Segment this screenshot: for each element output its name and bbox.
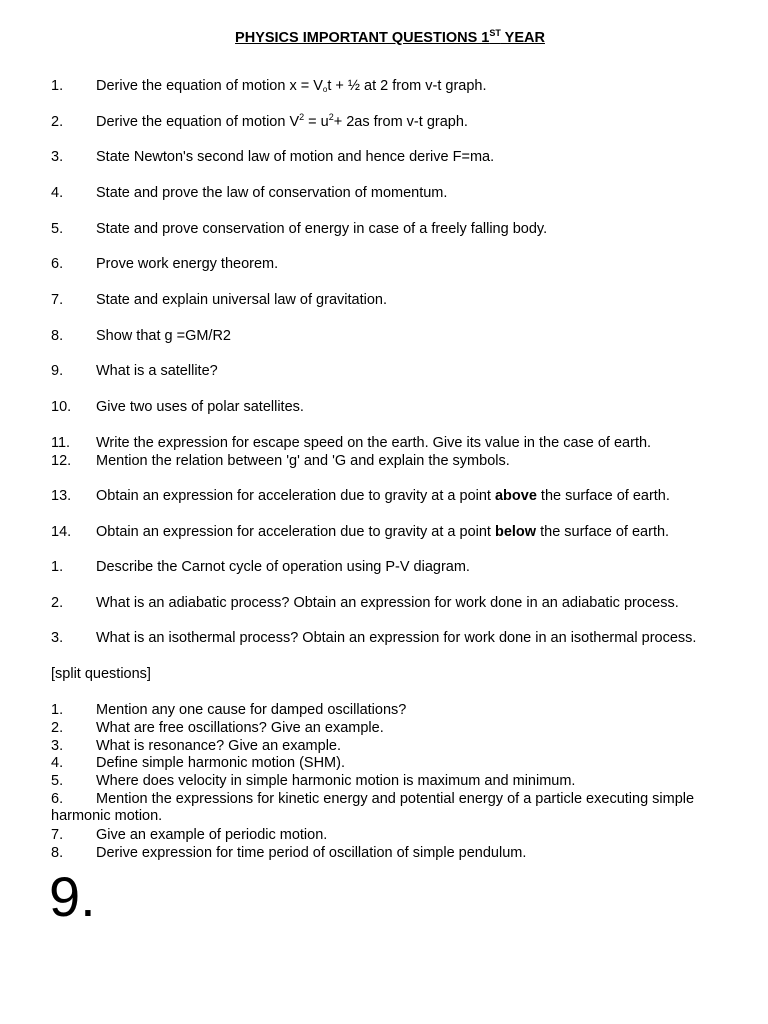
title-suffix: YEAR [500,30,545,46]
question-number: 8. [51,845,64,861]
question-number: 6. [51,256,64,272]
question-number: 12. [51,453,72,469]
question-text: Derive the equation of motion $x = V_ot$ + ½ at 2 from v-t graph. [96,78,487,94]
question-number: 5. [51,221,64,237]
question-text: Derive the equation of motion $V^2 = u^2+ 2as$ from v-t graph. [96,112,468,130]
question-text: Give two uses of polar satellites. [96,399,304,415]
question-number: 14. [51,524,72,540]
question-item [51,791,741,825]
question-number: 2. [51,114,64,130]
question-number: 4. [51,185,64,201]
question-text: Define simple harmonic motion (SHM). [96,755,345,771]
title-text: PHYSICS IMPORTANT QUESTIONS 1 [235,30,490,46]
question-number: 9. [51,363,64,379]
question-text: Mention the relation between 'g' and 'G and explain the symbols. [96,453,510,469]
question-number: 11. [51,435,71,451]
question-number: 1. [51,78,64,94]
large-number: 9. [49,865,96,928]
question-text: Mention the expressions for kinetic energy and potential energy of a particle executing simple harmonic motion. [51,791,695,824]
question-number: 3. [51,630,64,646]
question-number: 8. [51,328,64,344]
question-number: 5. [51,773,64,789]
question-text: Describe the Carnot cycle of operation using P-V diagram. [96,559,470,575]
question-number: 13. [51,488,72,504]
question-text: What is resonance? Give an example. [96,738,342,754]
question-text: Prove work energy theorem. [96,256,279,272]
page-title [0,29,768,47]
question-number: 6. [51,791,64,807]
question-number: 10. [51,399,72,415]
split-questions-label: [split questions] [51,666,151,682]
question-text: Give an example of periodic motion. [96,827,328,843]
question-text: What is an adiabatic process? Obtain an expression for work done in an adiabatic process. [96,595,679,611]
question-text: Where does velocity in simple harmonic motion is maximum and minimum. [96,773,576,789]
question-text: Write the expression for escape speed on the earth. Give its value in the case of earth. [96,435,652,451]
question-number: 2. [51,595,64,611]
question-text: State Newton's second law of motion and hence derive F=ma. [96,149,495,165]
question-number: 3. [51,738,64,754]
question-text: What is an isothermal process? Obtain an expression for work done in an isothermal process. [96,630,697,646]
emphasis-word: below [494,524,537,540]
question-number: 3. [51,149,64,165]
emphasis-word: above [494,488,537,504]
question-number: 7. [51,292,64,308]
question-text: State and prove the law of conservation of momentum. [96,185,448,201]
question-text: State and prove conservation of energy in case of a freely falling body. [96,221,548,237]
question-text: Obtain an expression for acceleration due to gravity at a point above the surface of earth. [96,488,670,504]
question-text: State and explain universal law of gravitation. [96,292,387,308]
question-text: Obtain an expression for acceleration due to gravity at a point below the surface of earth. [96,524,670,540]
question-number: 1. [51,702,64,718]
question-number: 2. [51,720,64,736]
question-number: 7. [51,827,64,843]
question-number: 4. [51,755,64,771]
question-text: Show that g =GM/R2 [96,328,231,344]
question-text: What are free oscillations? Give an example. [96,720,384,736]
question-number: 1. [51,559,64,575]
question-text: Mention any one cause for damped oscillations? [96,702,407,718]
question-text: What is a satellite? [96,363,218,379]
title-superscript: ST [489,28,501,38]
question-text: Derive expression for time period of oscillation of simple pendulum. [96,845,527,861]
